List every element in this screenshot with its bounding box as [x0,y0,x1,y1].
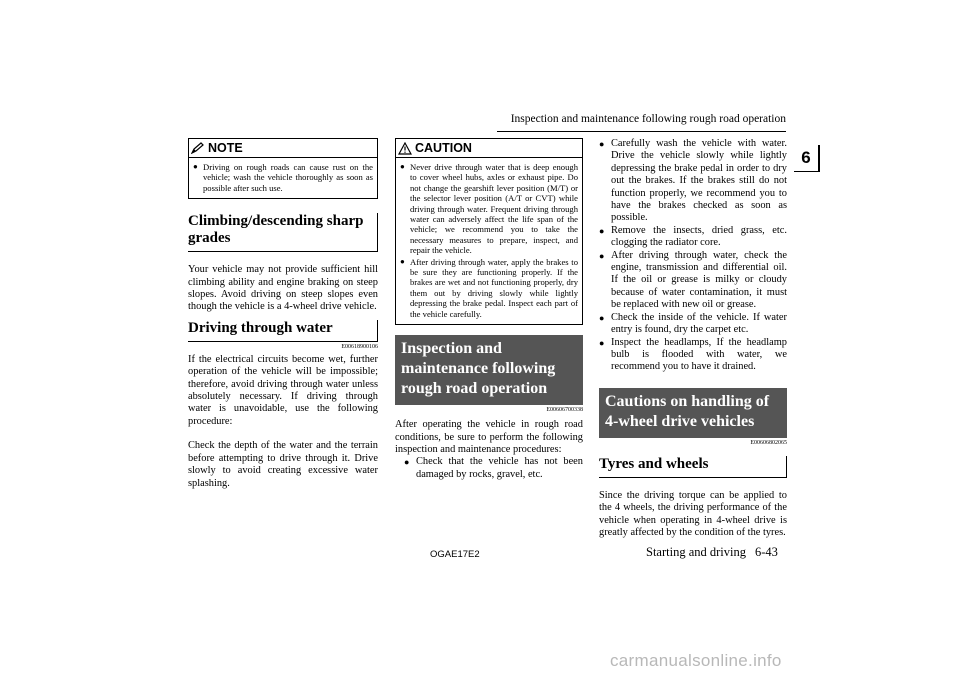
bullet-dot-icon: ● [400,162,405,171]
caution-box-title: CAUTION [415,141,472,155]
footer-doc-code: OGAE17E2 [430,549,480,560]
inspection-code: E00606700338 [546,407,583,414]
list-item [193,162,373,193]
caution-box [395,138,583,325]
bullet-dot-icon: ● [404,457,410,468]
list-item [404,456,583,481]
four-wd-code: E00606802065 [750,439,787,446]
note-box-header [189,139,377,158]
bullet-dot-icon: ● [599,139,605,149]
footer-section: Starting and driving [646,545,746,559]
caution-box-body [396,158,582,324]
inspection-bullet-text: Check the inside of the vehicle. If water entry is found, dry the carpet etc. [611,311,787,336]
caution-item-text: Never drive through water that is deep enough to cover wheel hubs, axles or exhaust pipe. Do not change the gearshift lever position (M/T) or the selector lever position (A/T or CVT) while driving through water. Frequent driving through water can adversely affect the life span of the vehicle; we recommend you to take the necessary measures to prepare, inspect, and repair the vehicle. [410,162,578,256]
list-item [599,138,787,225]
note-box-body [189,158,377,198]
bullet-dot-icon: ● [599,312,605,323]
page-number: 6-43 [755,545,778,559]
watermark-link[interactable]: carmanualsonline.info [610,651,782,670]
inspection-bullet-text: Remove the insects, dried grass, etc. clogging the radiator core. [611,224,787,249]
list-item [599,250,787,312]
column-left [188,138,378,490]
climbing-heading: Climbing/descending sharp grades [188,213,378,252]
list-item [400,162,578,256]
bullet-dot-icon: ● [599,337,605,348]
note-box-title: NOTE [208,141,243,155]
water-heading: Driving through water [188,320,378,342]
inspection-intro: After operating the vehicle in rough road conditions, be sure to perform the following inspection and maintenance procedures: [395,419,583,455]
bullet-dot-icon: ● [400,256,405,266]
caution-box-header [396,139,582,158]
bullet-dot-icon: ● [599,225,605,236]
climbing-body: Your vehicle may not provide sufficient hill climbing ability and engine braking on steep slopes. Avoid driving on steep slopes even though the vehicle is a 4-wheel drive vehicle. [188,264,378,313]
chapter-tab: 6 [794,145,820,172]
note-pencil-icon [191,142,205,154]
list-item [599,312,787,337]
list-item [599,225,787,250]
running-header: Inspection and maintenance following rough road operation [510,113,786,125]
water-code: E00618900106 [341,343,378,350]
warning-triangle-icon [398,142,412,155]
inspection-bullet-text: After driving through water, check the engine, transmission and differential oil. If the oil or grease is milky or cloudy because of water contamination, it must be replaced with new oil or grease. [611,249,787,311]
water-para-2: Check the depth of the water and the terrain before attempting to drive through it. Drive slowly to avoid creating excessive water splashing. [188,440,378,489]
note-box [188,138,378,199]
water-para-1: If the electrical circuits become wet, further operation of the vehicle will be impossible; therefore, avoid driving through water unless absolutely necessary. If driving through water is unavoidable, use the following procedure: [188,353,378,427]
caution-item-text: After driving through water, apply the brakes to be sure they are functioning properly. If the brakes are wet and not functioning properly, dry them out by driving slowly while lightly depressing the brake pedal. Inspect each part of the vehicle carefully. [410,256,578,319]
inspection-bullet-text: Carefully wash the vehicle with water. Drive the vehicle slowly while lightly depressing the brake pedal in order to dry out the brakes. If the brakes still do not function properly, we recommend you to have the brakes checked as soon as possible. [611,138,787,224]
bullet-dot-icon: ● [193,162,198,171]
four-wd-banner: Cautions on handling of 4-wheel drive vehicles [599,388,787,438]
inspection-bullet-text: Inspect the headlamps, If the headlamp bulb is flooded with water, we recommend you to have it drained. [611,336,787,373]
inspection-banner: Inspection and maintenance following rough road operation [395,335,583,405]
list-item [400,257,578,319]
note-item-text: Driving on rough roads can cause rust on the vehicle; wash the vehicle thoroughly as soon as possible after such use. [203,162,373,193]
tyres-heading: Tyres and wheels [599,456,787,478]
column-middle [395,138,583,481]
bullet-dot-icon: ● [599,250,605,261]
tyres-body: Since the driving torque can be applied to the 4 wheels, the driving performance of the vehicle when operating in 4-wheel drive is greatly affected by the condition of the tyres. [599,489,787,538]
list-item [599,337,787,374]
inspection-bullet-text: Check that the vehicle has not been damaged by rocks, gravel, etc. [416,456,583,480]
column-right [599,138,787,539]
header-rule [497,131,786,132]
